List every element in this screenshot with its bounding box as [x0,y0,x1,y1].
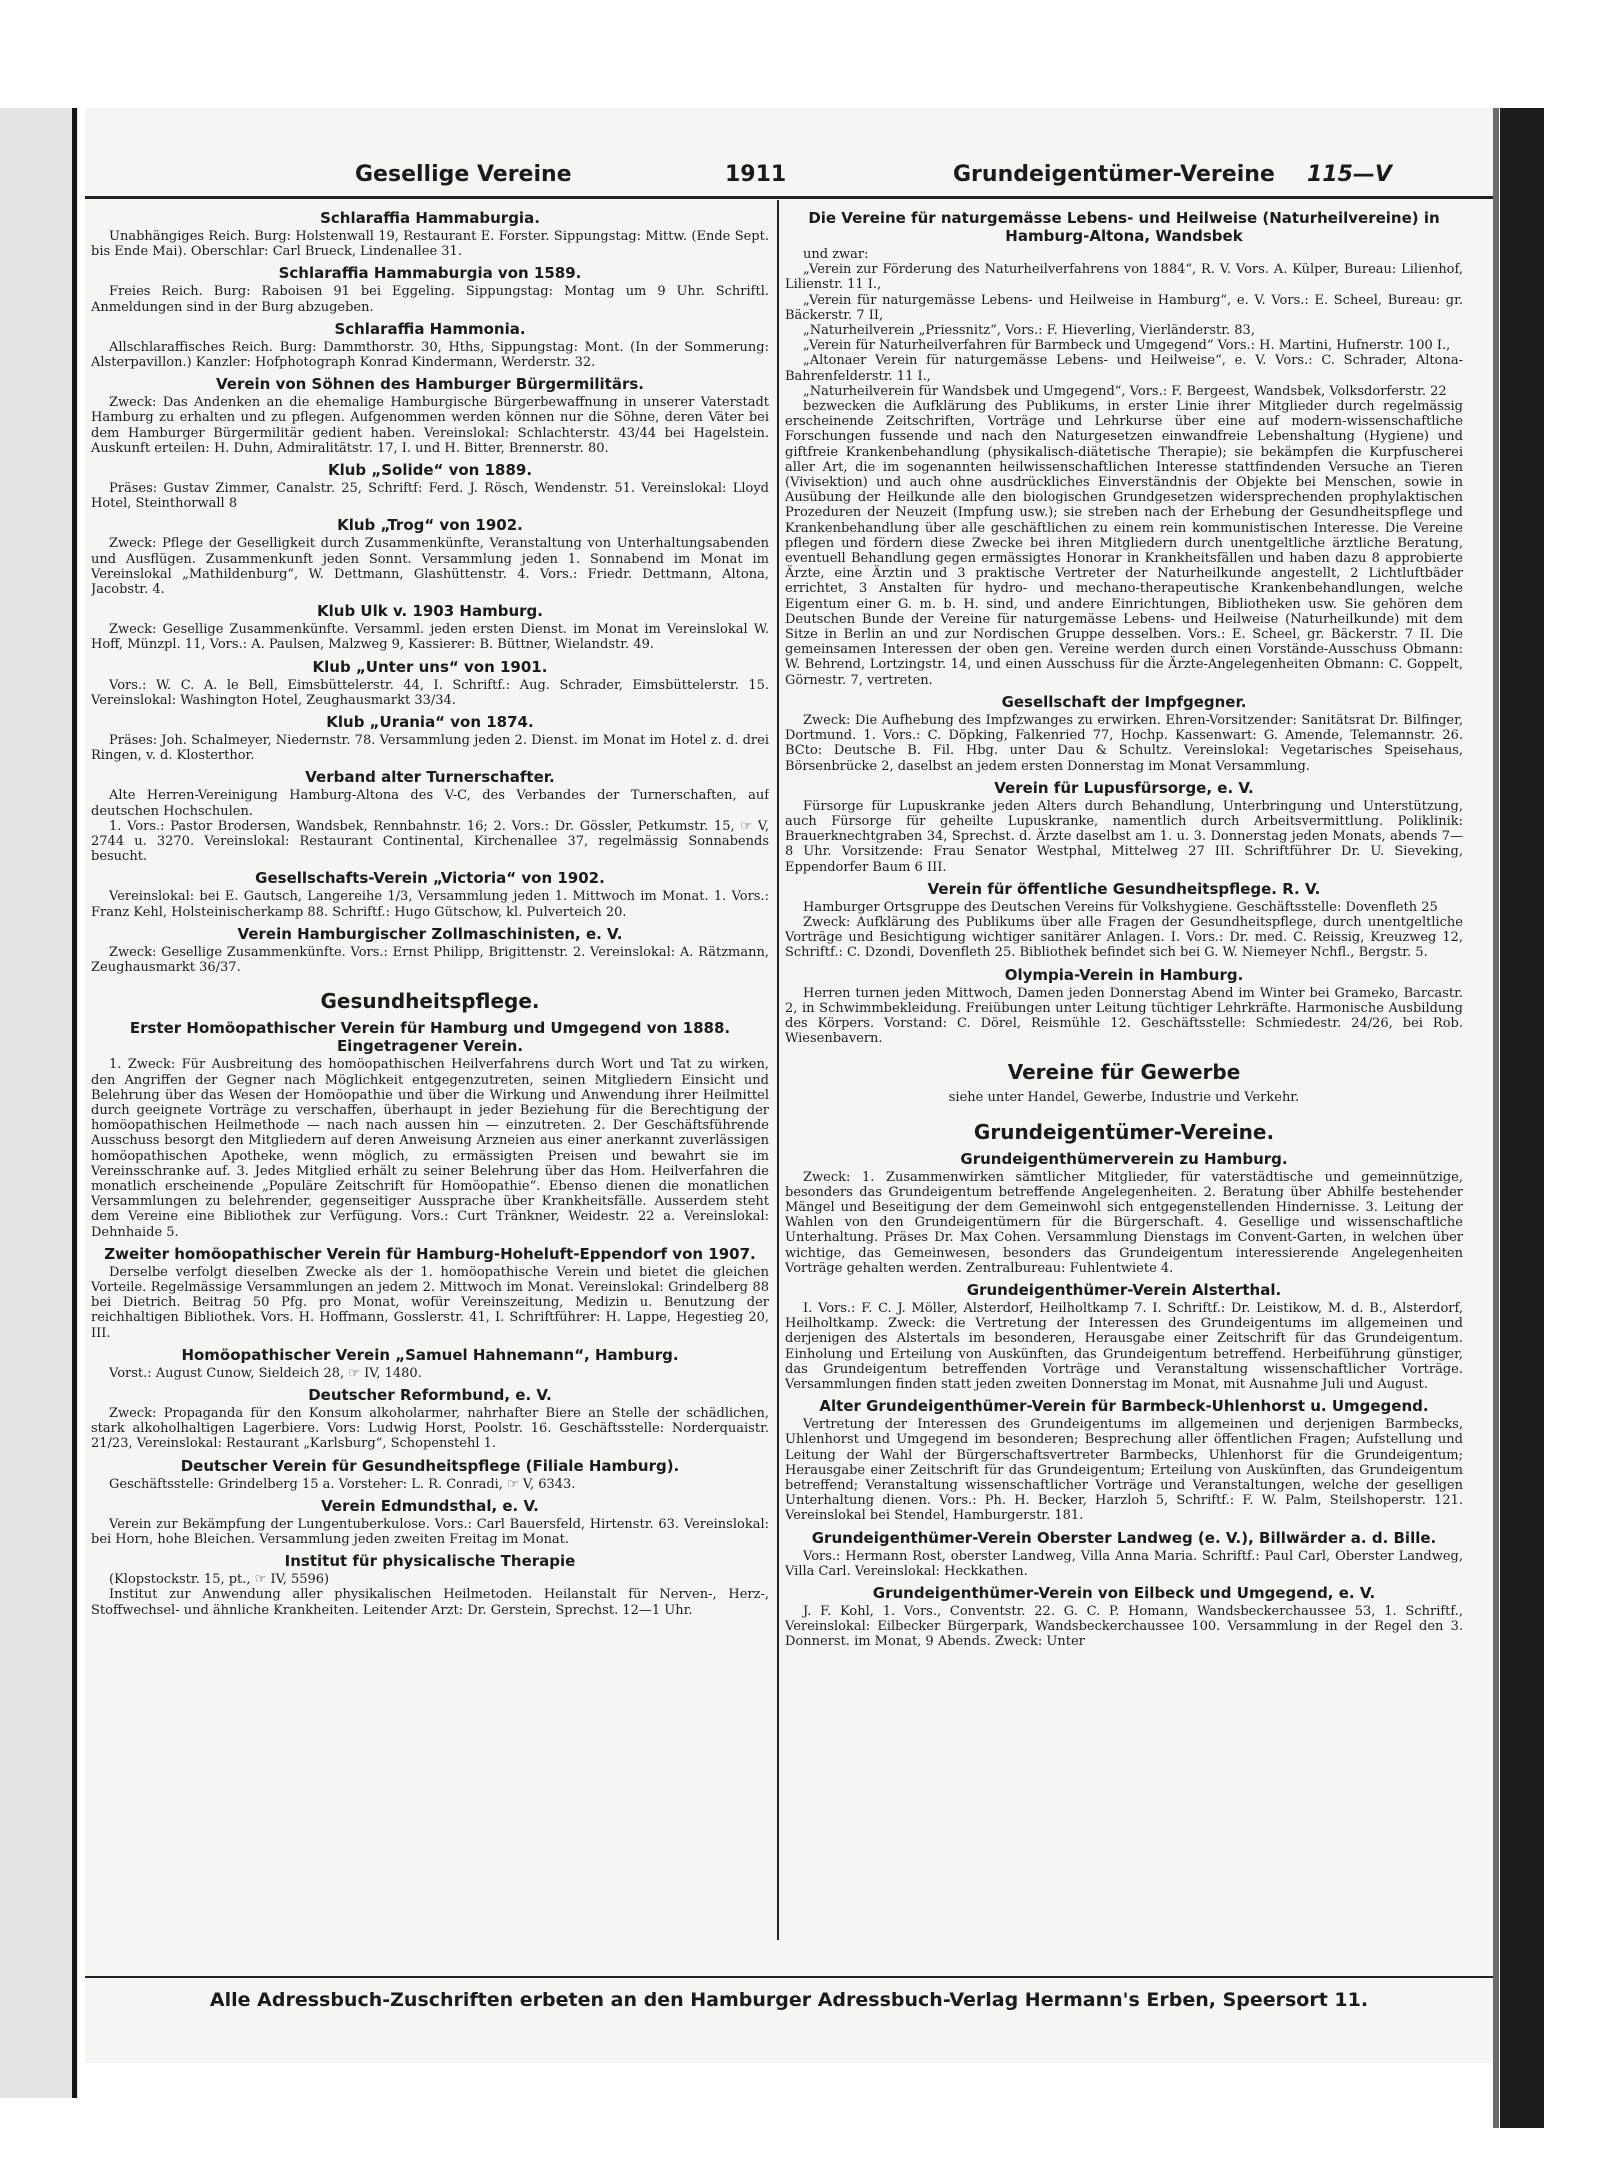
entry-text: „Altonaer Verein für naturgemässe Lebens- und Heilweise“, e. V. Vors.: C. Schrader, Altona-Bahrenfelderstr. 11 I., [785,353,1463,384]
entry-text: Zweck: Gesellige Zusammenkünfte. Vors.: Ernst Philipp, Brigittenstr. 2. Vereinslokal: A. Rätzmann, Zeughausmarkt 36/37. [91,944,769,976]
entry-text: Zweck: Das Andenken an die ehemalige Hamburgische Bürgerbewaffnung in unserer Vaterstadt Hamburg zu erhalten und zu pflegen. Aufgenommen werden können nur die Söhne, deren Väter bei dem Hamburger Bürgermilitär gedient haben. Vereinslokal: Schlachterstr. 43/44 bei Hagelstein. Auskunft erteilen: H. Duhn, Admiralitätstr. 17, I. und H. Bitter, Brennerstr. 80. [91,395,769,456]
club-entry [785,966,1463,1047]
entry-text: Präses: Joh. Schalmeyer, Niedernstr. 78. Versammlung jeden 2. Dienst. im Monat im Hotel z. d. drei Ringen, v. d. Klosterthor. [91,733,769,764]
entry-title: Schlaraffia Hammonia. [334,319,526,338]
entry-text: I. Vors.: F. C. J. Möller, Alsterdorf, Heilholtkamp 7. I. Schriftf.: Dr. Leistikow, M. d. B., Alsterdorf, Heilholtkamp. Zweck: die Vertretung der Interessen des Grundeigentums im allgemeinen und derjenigen des Alstertals im besonderen, Herausgabe einer Zeitschrift für das Grundeigentum. Einholung und Erteilung von Auskünften, das Grundeigentum betreffend. Herbeiführung günstiger, das Grundeigentum betreffenden Vorträge und Veranstaltung wissenschaftlicher Vorträge. Versammlungen finden statt jeden zweiten Donnerstag im Monat, mit Ausnahme Juli und August. [785,1300,1463,1392]
club-entry [91,602,769,652]
right-edge-stroke [1493,108,1499,2128]
entry-title: Schlaraffia Hammaburgia. [320,209,540,227]
club-entry [785,1584,1463,1650]
entry-title: Schlaraffia Hammaburgia von 1589. [278,264,582,283]
column-divider [777,200,779,1940]
entry-text: 1. Zweck: Für Ausbreitung des homöopathischen Heilverfahrens durch Wort und Tat zu wirken, den Angriffen der Gegner nach Möglichkeit entgegenzutreten, seinen Mitgliedern Einsicht und Belehrung über das Wesen der Homöopathie und über die Wirkung und Anwendung ihrer Heilmittel durch geeignete Vorträge zu verschaffen, überhaupt in jeder Beziehung für die Berechtigung der homöopathischen Heilmethode — nach nach aussen hin — einzutreten. 2. Der Geschäftsführende Ausschuss besorgt den Mitgliedern auf deren Anweisung Arzneien aus einer anerkannt zuverlässigen homöopathischen Apotheke, wenn möglich, zu ermässigten Preisen und bewahrt sie im Vereinsschranke auf. 3. Jedes Mitglied erhält zu seiner Belehrung über das Hom. Heilverfahren die monatlich erscheinende „Populäre Zeitschrift für Homöopathie“. Ebenso dienen die monatlichen Versammlungen zu belehrender, gegenseitiger Aussprache über Krankheitsfälle. Ausserdem steht dem Vereine eine Bibliothek zur Verfügung. Vors.: Curt Tränkner, Weidestr. 22 a. Vereinslokal: Dehnhaide 5. [91,1057,769,1240]
left-gutter-shadow [0,108,78,2098]
club-entry [91,320,769,370]
right-column [785,204,1463,1932]
entry-title: Verein für Lupusfürsorge, e. V. [994,778,1254,797]
entry-text: Hamburger Ortsgruppe des Deutschen Vereins für Volkshygiene. Geschäftsstelle: Dovenfleth 25 [803,899,1438,915]
entry-title: Die Vereine für naturgemässe Lebens- und Heilweise (Naturheilvereine) in Hamburg-Altona, Wandsbek [808,209,1440,245]
entry-text: (Klopstockstr. 15, pt., ☞ IV, 5596) [109,1572,330,1588]
entry-title: Klub Ulk v. 1903 Hamburg. [317,602,543,621]
club-entry [91,1497,769,1547]
header-section-right: Grundeigentümer-Vereine [953,162,1275,187]
club-entry [785,880,1463,961]
section-heading: Vereine für Gewerbe [1007,1060,1241,1085]
entry-title: Klub „Trog“ von 1902. [337,516,523,535]
entry-title: Klub „Solide“ von 1889. [327,461,533,480]
entry-text: „Verein für Naturheilverfahren für Barmbeck und Umgegend“ Vors.: H. Martini, Hufnerstr. 100 I., [803,338,1451,354]
entry-title: Verein von Söhnen des Hamburger Bürgermilitärs. [216,375,644,394]
entry-title: Grundeigenthümer-Verein von Eilbeck und Umgegend, e. V. [872,1584,1376,1603]
publisher-footer: Alle Adressbuch-Zuschriften erbeten an den Hamburger Adressbuch-Verlag Hermann's Erben, Speersort 11. [209,1989,1369,2011]
entry-text: Vors.: Hermann Rost, oberster Landweg, Villa Anna Maria. Schriftf.: Paul Carl, Oberster Landweg, Villa Carl. Vereinslokal: Heckkathen. [785,1548,1463,1579]
entry-title: Grundeigenthümer-Verein Alsterthal. [966,1280,1282,1299]
entry-text: Vorst.: August Cunow, Sieldeich 28, ☞ IV, 1480. [109,1365,422,1381]
entry-text: Vors.: W. C. A. le Bell, Eimsbüttelerstr. 44, I. Schriftf.: Aug. Schrader, Eimsbüttelerstr. 15. Vereinslokal: Washington Hotel, Zeughausmarkt 33/34. [91,677,769,708]
entry-text: Herren turnen jeden Mittwoch, Damen jeden Donnerstag Abend im Winter bei Grameko, Barcastr. 2, in Schwimmbekleidung. Freiübungen unter Leitung tüchtiger Lehrkräfte. Harmonische Ausbildung des Körpers. Vorstand: C. Dörel, Reismühle 12. Geschäftsstelle: Schmiedestr. 24/26, bei Rob. Wiesenbavern. [785,985,1463,1047]
entry-text: und zwar: [803,247,869,262]
club-entry [91,1019,769,1239]
entry-title: Verein Edmundsthal, e. V. [321,1496,539,1515]
entry-text: Vereinslokal: bei E. Gautsch, Langereihe 1/3, Versammlung jeden 1. Mittwoch im Monat. 1. Vors.: Franz Kehl, Holsteinischerkamp 88. Schriftf.: Hugo Gütschow, kl. Pulverteich 20. [91,889,769,920]
entry-text: Verein zur Bekämpfung der Lungentuberkulose. Vors.: Carl Bauersfeld, Hirtenstr. 63. Vereinslokal: bei Horn, hohe Bleichen. Versammlung jeden zweiten Freitag im Monat. [91,1516,769,1547]
entry-text: 1. Vors.: Pastor Brodersen, Wandsbek, Rennbahnstr. 16; 2. Vors.: Dr. Gössler, Petkumstr. 15, ☞ V, 2744 u. 3270. Vereinslokal: Restaurant Continental, Kirchenallee 37, regelmässig Sonnabends besucht. [91,818,769,865]
header-year: 1911 [725,162,787,187]
club-entry [91,768,769,864]
entry-title: Grundeigenthümer-Verein Oberster Landweg (e. V.), Billwärder a. d. Bille. [811,1528,1437,1547]
club-entry [785,1281,1463,1392]
entry-title: Alter Grundeigenthümer-Verein für Barmbeck-Uhlenhorst u. Umgegend. [819,1397,1429,1416]
club-entry [91,869,769,919]
entry-text: Fürsorge für Lupuskranke jeden Alters durch Behandlung, Unterbringung und Unterstützung, auch Fürsorge für geheilte Lupuskranke, namentlich durch Arbeitsvermittlung. Poliklinik: Brauerknechtgraben 34, Sprechst. d. Ärzte daselbst am 1. u. 3. Donnerstag jeden Monats, abends 7—8 Uhr. Vorsitzende: Frau Senator Westphal, Mittelweg 27 III. Schriftführer Dr. U. Sieveking, Eppendorfer Baum 6 III. [785,798,1463,875]
entry-text: Zweck: Aufklärung des Publikums über alle Fragen der Gesundheitspflege, durch unentgeltliche Vorträge und Besichtigung wichtiger sanitärer Anlagen. I. Vors.: Dr. med. C. Reissig, Kreuzweg 12, Schriftf.: C. Dzondi, Dovenfleth 25. Bibliothek befindet sich bei G. W. Niemeyer Nchfl., Bergstr. 5. [785,914,1463,961]
entry-text: Freies Reich. Burg: Raboisen 91 bei Eggeling. Sippungstag: Montag um 9 Uhr. Schriftl. Anmeldungen sind in der Burg abzugeben. [91,284,769,315]
entry-title: Grundeigenthümerverein zu Hamburg. [960,1149,1288,1168]
entry-text: Allschlaraffisches Reich. Burg: Dammthorstr. 30, Hths, Sippungstag: Mont. (In der Sommerung: Alsterpavillon.) Kanzler: Hofphotograph Konrad Kindermann, Werderstr. 32. [91,339,769,371]
club-entry [91,713,769,763]
entry-text: Zweck: Pflege der Geselligkeit durch Zusammenkünfte, Veranstaltung von Unterhaltungsabenden und Ausflügen. Zusammenkunft jeden Sonnt. Versammlung jeden 1. Sonnabend im Monat im Vereinslokal „Mathildenburg“, W. Dettmann, Glashüttenstr. 4. Vors.: Friedr. Dettmann, Altona, Jacobstr. 4. [91,536,769,598]
club-entry [91,516,769,597]
entry-text: „Naturheilverein „Priessnitz“, Vors.: F. Hieverling, Vierländerstr. 83, [803,323,1255,339]
club-entry [91,658,769,708]
header-page-number: 115—V [1307,162,1392,187]
section-heading: Grundeigentümer-Vereine. [973,1119,1275,1144]
entry-title: Olympia-Verein in Hamburg. [1004,965,1244,984]
club-entry [785,1150,1463,1276]
entry-title: Klub „Unter uns“ von 1901. [312,657,548,676]
page-sheet [85,108,1493,2063]
entry-text: bezwecken die Aufklärung des Publikums, in erster Linie ihrer Mitglieder durch regelmässig erscheinende Zeitschriften, Vorträge und Lehrkurse über eine auf modern-wissenschaftliche Forschungen fussende und nach den Naturgesetzen einwandfreie Lebenshaltung (Hygiene) und giftfreie Krankenbehandlung (physikalisch-diätetische Therapie); sie bekämpfen die Kurpfuscherei aller Art, die im sogenannten heilwissenschaftlichen Interesse stattfindenden Versuche an Tieren (Vivisektion) und auch ohne ausdrückliches Einverständnis der Objekte bei Menschen, sowie in Ausübung der Heilkunde alle den biologischen Grundgesetzen widersprechenden prophylaktischen Prozeduren der Neuzeit (Impfung usw.); sie streben nach der Erhebung der Gesundheitspflege und Krankenbehandlung über alle geschäftlichen zu einem rein kommunistischen Interesse. Die Vereine pflegen und fördern diese Zwecke bei ihren Mitgliedern durch unentgeltliche ärztliche Beratung, eventuell Behandlung gegen ermässigtes Honorar in Krankheitsfällen und haben dazu 8 approbierte Ärzte, eine Ärztin und 3 praktische Vertreter der Naturheilkunde angestellt, 2 Lichtluftbäder errichtet, 3 Anstalten für hydro- und mechano-therapeutische Krankenbehandlungen, welche Eigentum einer G. m. b. H. sind, und andere Einrichtungen, Bibliotheken usw. Sie gehören dem Deutschen Bunde der Vereine für naturgemässe Lebens- und Heilweise (Naturheilkunde) mit dem Sitze in Berlin an und zur Nordischen Gruppe desselben. Vors.: E. Scheel, gr. Bäckerstr. 7 II. Die gemeinsamen Interessen der oben gen. Vereine werden durch einen Vorstände-Ausschuss Obmann: W. Behrend, Lortzingstr. 14, und einen Ausschuss für die Ärzte-Angelegenheiten Obmann: C. Goppelt, Görnestr. 7, vertreten. [785,399,1463,688]
left-column [91,204,769,1932]
club-entry [91,1346,769,1381]
footer-rule [85,1976,1493,1978]
club-entry [785,693,1463,774]
right-edge-shadow [1500,108,1544,2128]
entry-text: Derselbe verfolgt dieselben Zwecke als der 1. homöopathische Verein und bietet die gleichen Vorteile. Regelmässige Versammlungen an jedem 2. Mittwoch im Monat. Vereinslokal: Grindelberg 88 bei Dietrich. Beitrag 50 Pfg. pro Monat, wofür Vereinszeitung, Medizin u. Benutzung der reichhaltigen Bibliothek. Vors. H. Hoffmann, Gosslerstr. 41, I. Schriftführer: H. Lappe, Hegestieg 20, III. [91,1264,769,1341]
header-rule [85,196,1493,199]
entry-title: Homöopathischer Verein „Samuel Hahnemann“, Hamburg. [181,1345,679,1364]
header-section-left: Gesellige Vereine [355,162,572,187]
section-note: siehe unter Handel, Gewerbe, Industrie und Verkehr. [948,1090,1300,1106]
entry-text: „Verein zur Förderung des Naturheilverfahrens von 1884“, R. V. Vors. A. Külper, Bureau: Lilienhof, Lilienstr. 11 I., [785,262,1463,293]
club-entry [785,1397,1463,1523]
entry-title: Verband alter Turnerschafter. [305,768,555,787]
entry-text: Zweck: Gesellige Zusammenkünfte. Versamml. jeden ersten Dienst. im Monat im Vereinslokal W. Hoff, Münzpl. 11, Vors.: A. Paulsen, Malzweg 9, Kassierer: B. Büttner, Wielandstr. 49. [91,622,769,653]
running-header [85,158,1493,192]
entry-title: Gesellschafts-Verein „Victoria“ von 1902. [255,869,605,888]
entry-title: Verein Hamburgischer Zollmaschinisten, e. V. [237,924,623,943]
entry-title: Zweiter homöopathischer Verein für Hamburg-Hoheluft-Eppendorf von 1907. [104,1244,756,1263]
entry-text: Zweck: Die Aufhebung des Impfzwanges zu erwirken. Ehren-Vorsitzender: Sanitätsrat Dr. Bilfinger, Dortmund. 1. Vors.: C. Döpking, Falkenried 77, Hochp. Kassenwart: G. Amende, Telemannstr. 26. BCto: Deutsche B. Fil. Hbg. unter Dau & Schultz. Vereinslokal: Vegetarisches Speisehaus, Börsenbrücke 2, daselbst an jedem ersten Donnerstag im Monat Versammlung. [785,712,1463,774]
entry-title: Klub „Urania“ von 1874. [326,713,534,732]
entry-title: Erster Homöopathischer Verein für Hamburg und Umgegend von 1888. Eingetragener Verein. [129,1019,731,1056]
club-entry [91,209,769,259]
entry-text: Präses: Gustav Zimmer, Canalstr. 25, Schriftf: Ferd. J. Rösch, Wendenstr. 51. Vereinslokal: Lloyd Hotel, Steinthorwall 8 [91,481,769,512]
entry-title: Gesellschaft der Impfgegner. [1001,692,1247,711]
entry-text: Geschäftsstelle: Grindelberg 15 a. Vorsteher: L. R. Conradi, ☞ V, 6343. [109,1476,576,1492]
club-entry [91,1552,769,1618]
club-entry [91,1457,769,1492]
entry-text: „Naturheilverein für Wandsbek und Umgegend“, Vors.: F. Bergeest, Wandsbek, Volksdorferstr. 22 [803,383,1447,399]
club-entry [91,461,769,511]
entry-title: Deutscher Verein für Gesundheitspflege (Filiale Hamburg). [180,1456,680,1475]
club-entry [91,375,769,456]
entry-text: Institut zur Anwendung aller physikalischen Heilmetoden. Heilanstalt für Nerven-, Herz-, Stoffwechsel- und ähnliche Krankheiten. Leitender Arzt: Dr. Gerstein, Sprechst. 12—1 Uhr. [91,1587,769,1618]
club-entry [91,264,769,314]
entry-text: Alte Herren-Vereinigung Hamburg-Altona des V-C, des Verbandes der Turnerschaften, auf deutschen Hochschulen. [91,788,769,819]
entry-text: Zweck: Propaganda für den Konsum alkoholarmer, nahrhafter Biere an Stelle der schädlichen, stark alkoholhaltigen Lagerbiere. Vors: Ludwig Horst, Poolstr. 16. Geschäftsstelle: Norderquaistr. 21/23, Vereinslokal: Restaurant „Karlsburg“, Schopenstehl 1. [91,1405,769,1452]
club-entry [785,1529,1463,1579]
section-heading: Gesundheitspflege. [320,989,540,1014]
club-entry [785,779,1463,875]
entry-text: J. F. Kohl, 1. Vors., Conventstr. 22. G. C. P. Homann, Wandsbeckerchaussee 53, 1. Schriftf., Vereinslokal: Eilbecker Bürgerpark, Wandsbeckerchaussee 100. Versammlung in der Regel den 3. Donnerst. im Monat, 9 Abends. Zweck: Unter [785,1604,1463,1650]
entry-title: Institut für physicalische Therapie [284,1552,576,1571]
entry-text: „Verein für naturgemässe Lebens- und Heilweise in Hamburg“, e. V. Vors.: E. Scheel, Bureau: gr. Bäckerstr. 7 II, [785,292,1463,323]
club-entry [91,1386,769,1452]
club-entry [785,209,1463,688]
club-entry [91,1245,769,1341]
entry-title: Verein für öffentliche Gesundheitspflege. R. V. [927,879,1321,898]
entry-text: Zweck: 1. Zusammenwirken sämtlicher Mitglieder, für vaterstädtische und gemeinnützige, besonders das Grundeigentum betreffende Angelegenheiten. 2. Beratung über Abhilfe bestehender Mängel und Beseitigung der dem Gemeinwohl sich entgegenstellenden Hindernisse. 3. Leitung der Wahlen von den Grundeigentümern für die Bürgerschaft. 4. Gesellige und wissenschaftliche Unterhaltung. Präses Dr. Max Cohen. Versammlung Dienstags im Convent-Garten, in welchen über wichtige, das Gemeinwesen, besonders das Grundeigentum interessierende Angelegenheiten Vorträge gehalten werden. Zentralbureau: Fuhlentwiete 4. [785,1169,1463,1276]
club-entry [91,925,769,975]
entry-text: Unabhängiges Reich. Burg: Holstenwall 19, Restaurant E. Forster. Sippungstag: Mittw. (Ende Sept. bis Ende Mai). Oberschlar: Carl Brueck, Lindenallee 31. [91,229,769,260]
left-edge-stroke [72,108,77,2098]
entry-title: Deutscher Reformbund, e. V. [308,1385,552,1404]
entry-text: Vertretung der Interessen des Grundeigentums im allgemeinen und derjenigen Barmbecks, Uhlenhorst und Umgegend im besonderen; Besprechung aller öffentlichen Fragen; Aufstellung und Leitung der Wahl der Bürgerschaftsvertreter Barmbecks, Uhlenhorst für die Grundeigentum; Herausgabe einer Zeitschrift für das Grundeigentum; Erteilung von Auskünften, das Grundeigentum betreffend; Veranstaltung wissenschaftlicher Vorträge und Veranstaltungen, welche der geselligen Unterhaltung dienen. Vors.: Ph. H. Becker, Harzloh 5, Schriftf.: F. W. Palm, Steilshoperstr. 121. Vereinslokal bei Stendel, Hamburgerstr. 181. [785,1417,1463,1524]
